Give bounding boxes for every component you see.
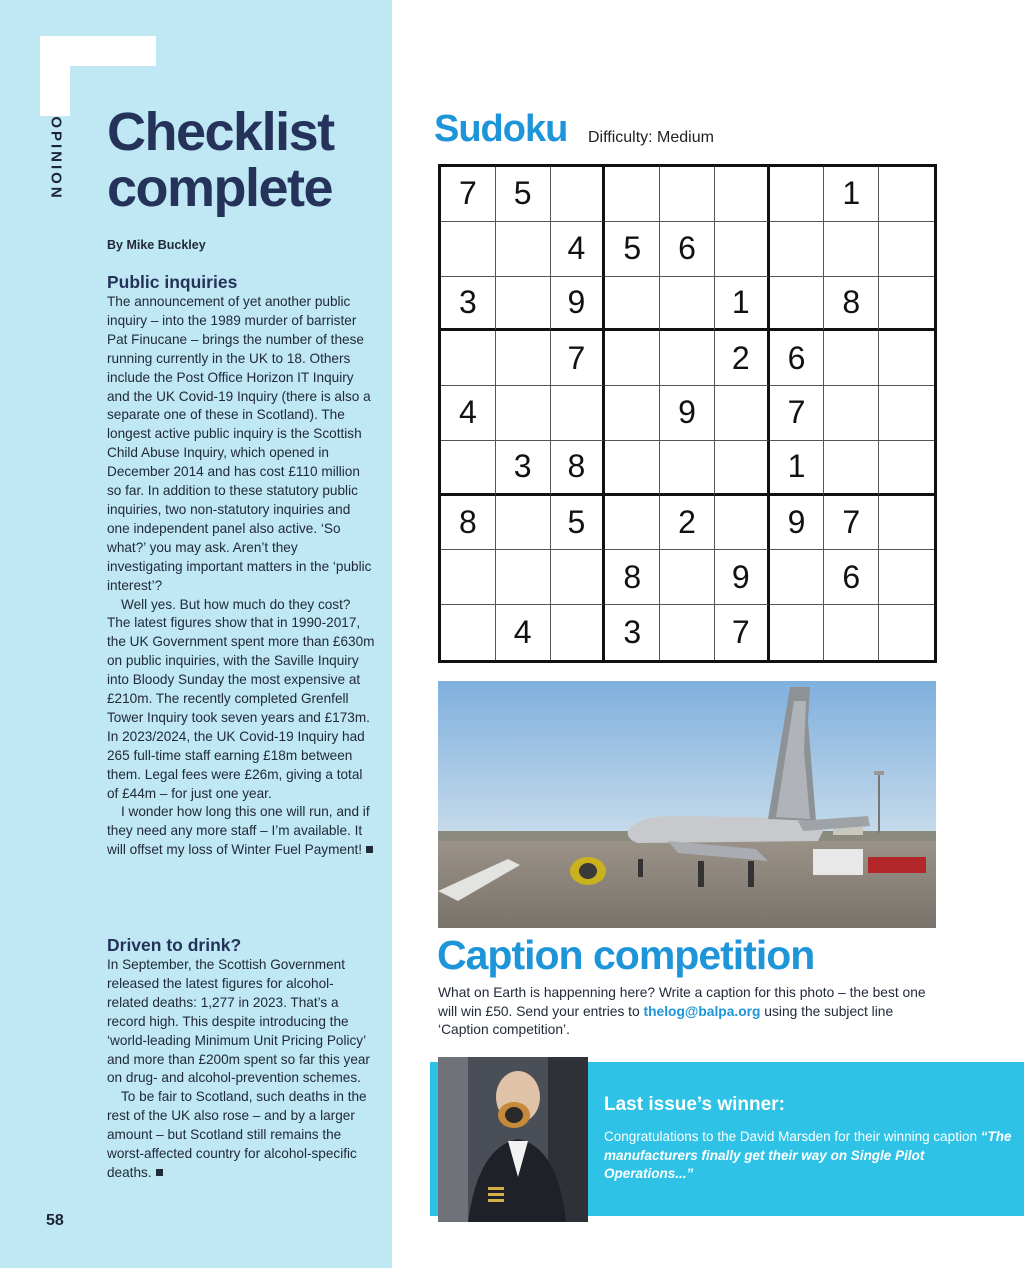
paragraph-end — [107, 803, 375, 860]
sudoku-cell — [879, 605, 934, 660]
winner-photo — [438, 1057, 588, 1222]
sudoku-cell — [551, 167, 606, 222]
sudoku-cell — [879, 386, 934, 441]
sudoku-cell — [605, 386, 660, 441]
sudoku-cell — [605, 441, 660, 496]
caption-competition-text — [438, 984, 938, 1040]
byline: By Mike Buckley — [107, 238, 206, 252]
sudoku-cell: 8 — [824, 277, 879, 332]
sudoku-cell: 7 — [824, 496, 879, 551]
sudoku-cell: 1 — [770, 441, 825, 496]
winner-title: Last issue’s winner: — [604, 1094, 785, 1115]
winner-quote: “The manufacturers finally get their way on Single Pilot Operations...” — [604, 1129, 1012, 1181]
sudoku-cell: 8 — [441, 496, 496, 551]
section-tag-label: OPINION — [47, 116, 65, 201]
sudoku-cell: 5 — [605, 222, 660, 277]
sudoku-cell — [605, 496, 660, 551]
airplane-on-apron-image — [438, 681, 936, 928]
sudoku-cell: 4 — [441, 386, 496, 441]
paragraph: Well yes. But how much do they cost? The latest figures show that in 1990-2017, the UK Government spent more than £630m on public inquiries, with the Saville Inquiry into Bloody Sunday the most expensive at £210m. The recently completed Grenfell Tower Inquiry took seven years and £173m. In 2023/2024, the UK Covid-19 Inquiry had 265 full-time staff earning £18m between them. Legal fees were £26m, giving a total of £44m – for just one year. — [107, 596, 375, 801]
sudoku-cell: 6 — [824, 550, 879, 605]
sudoku-cell: 6 — [770, 331, 825, 386]
sudoku-cell — [441, 441, 496, 496]
sudoku-cell — [879, 331, 934, 386]
sudoku-cell — [770, 277, 825, 332]
mannequin-pilot-image — [438, 1057, 588, 1222]
sudoku-cell: 3 — [496, 441, 551, 496]
sudoku-cell — [441, 550, 496, 605]
sudoku-cell — [879, 277, 934, 332]
sudoku-cell — [496, 496, 551, 551]
sudoku-cell — [879, 441, 934, 496]
article-body-section1 — [107, 293, 375, 860]
winner-text-body: Congratulations to the David Marsden for their winning caption — [604, 1129, 981, 1144]
sudoku-cell: 2 — [715, 331, 770, 386]
sudoku-cell — [605, 331, 660, 386]
email-link[interactable]: thelog@balpa.org — [643, 1003, 761, 1019]
sudoku-cell — [441, 331, 496, 386]
sudoku-cell — [551, 550, 606, 605]
sudoku-difficulty: Difficulty: Medium — [588, 129, 714, 146]
sudoku-cell: 8 — [551, 441, 606, 496]
sudoku-cell — [496, 386, 551, 441]
sudoku-cell — [605, 167, 660, 222]
sudoku-cell: 5 — [551, 496, 606, 551]
sudoku-cell — [496, 331, 551, 386]
sudoku-cell — [770, 605, 825, 660]
sudoku-cell: 3 — [441, 277, 496, 332]
sudoku-cell — [824, 222, 879, 277]
sudoku-cell — [715, 222, 770, 277]
sudoku-cell — [496, 550, 551, 605]
sudoku-cell — [879, 496, 934, 551]
sudoku-cell — [660, 277, 715, 332]
sudoku-grid — [438, 164, 937, 663]
caption-text-before: What on Earth is happenning here? Write a caption for this photo – the best one will win £50. Send your entries to — [438, 985, 926, 1019]
sudoku-cell: 1 — [715, 277, 770, 332]
sudoku-cell: 7 — [441, 167, 496, 222]
caption-text-after: using the subject line ‘Caption competition’. — [438, 1003, 894, 1037]
sudoku-cell — [496, 222, 551, 277]
sudoku-cell — [715, 441, 770, 496]
subheading-public-inquiries: Public inquiries — [107, 272, 238, 292]
sudoku-cell: 7 — [715, 605, 770, 660]
sudoku-title: Sudoku — [434, 108, 568, 150]
sudoku-cell: 1 — [824, 167, 879, 222]
sudoku-cell — [879, 167, 934, 222]
sudoku-cell — [551, 386, 606, 441]
sudoku-cell — [770, 222, 825, 277]
article-body-section2 — [107, 956, 375, 1183]
sudoku-cell: 3 — [605, 605, 660, 660]
sudoku-cell — [441, 605, 496, 660]
paragraph-text: I wonder how long this one will run, and if they need any more staff – I’m available. It will offset my loss of Winter Fuel Payment! — [107, 804, 370, 858]
sudoku-cell: 5 — [496, 167, 551, 222]
paragraph-end — [107, 1088, 375, 1183]
sudoku-cell: 4 — [551, 222, 606, 277]
sudoku-cell — [715, 496, 770, 551]
sudoku-cell: 7 — [551, 331, 606, 386]
sudoku-cell — [824, 386, 879, 441]
sudoku-cell — [605, 277, 660, 332]
sudoku-cell — [770, 550, 825, 605]
sudoku-cell: 9 — [551, 277, 606, 332]
sudoku-cell — [879, 550, 934, 605]
sudoku-cell — [660, 550, 715, 605]
end-mark-icon — [366, 846, 373, 853]
article-headline: Checklist complete — [107, 102, 334, 218]
paragraph: In September, the Scottish Government released the latest figures for alcohol-related deaths: 1,277 in 2023. That’s a record high. This despite introducing the ‘world-leading Minimum Unit Pricing Policy’ and more than £200m spent so far this year on drug- and alcohol-prevention schemes. — [107, 957, 370, 1086]
paragraph-text: To be fair to Scotland, such deaths in the rest of the UK also rose – and by a larger amount – but Scotland still remains the worst-affected country for alcohol-specific deaths. — [107, 1089, 367, 1180]
sudoku-cell: 9 — [660, 386, 715, 441]
winner-text — [604, 1128, 1014, 1184]
sudoku-cell — [715, 386, 770, 441]
sudoku-cell: 7 — [770, 386, 825, 441]
paragraph: The announcement of yet another public inquiry – into the 1989 murder of barrister Pat Finucane – brings the number of these running currently in the UK to 18. Others include the Post Office Horizon IT Inquiry and the UK Covid-19 Inquiry (there is also a separate one of these in Scotland). The longest active public inquiry is the Scottish Child Abuse Inquiry, which opened in December 2014 and has cost £110 million so far. In addition to these statutory public inquiries, two non-statutory inquiries and one independent panel also active. ‘So what?’ you may ask. Aren’t they investigating important matters in the ‘public interest’? — [107, 294, 372, 593]
caption-competition-title: Caption competition — [437, 932, 815, 978]
sudoku-cell — [660, 167, 715, 222]
sudoku-cell — [824, 331, 879, 386]
sudoku-cell — [660, 331, 715, 386]
section-tag — [44, 112, 68, 212]
sudoku-cell: 2 — [660, 496, 715, 551]
sudoku-cell: 8 — [605, 550, 660, 605]
page-number: 58 — [46, 1212, 64, 1229]
end-mark-icon — [156, 1169, 163, 1176]
sudoku-cell — [660, 441, 715, 496]
caption-competition-photo — [438, 681, 936, 928]
sudoku-cell — [715, 167, 770, 222]
sudoku-cell: 9 — [770, 496, 825, 551]
sudoku-cell — [824, 441, 879, 496]
subheading-driven-to-drink: Driven to drink? — [107, 935, 242, 955]
sudoku-cell: 6 — [660, 222, 715, 277]
sudoku-cell — [551, 605, 606, 660]
sudoku-cell — [496, 277, 551, 332]
sudoku-cell — [879, 222, 934, 277]
sudoku-cell — [824, 605, 879, 660]
sudoku-cell — [770, 167, 825, 222]
sudoku-cell: 9 — [715, 550, 770, 605]
sudoku-cell — [441, 222, 496, 277]
sudoku-cell: 4 — [496, 605, 551, 660]
sudoku-cell — [660, 605, 715, 660]
